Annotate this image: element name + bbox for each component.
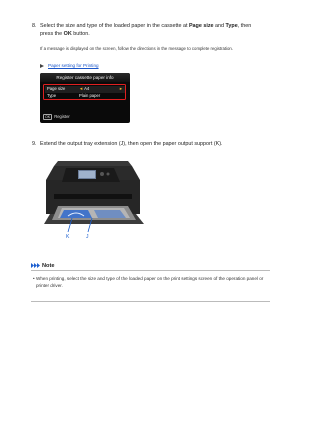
step-8-ok: OK — [63, 31, 72, 37]
callout-k: K — [66, 234, 70, 240]
printer-illustration — [40, 158, 145, 243]
note-heading — [31, 262, 54, 270]
lcd-page-size-value: A4 — [84, 86, 90, 91]
note-text: When printing, select the size and type of the loaded paper on the print settings screen of the operation panel or printer driver. — [36, 276, 264, 288]
step-8-text-e: , then — [237, 23, 252, 29]
note-divider-bottom — [31, 301, 270, 302]
step-9-text: Extend the output tray extension (J), then open the paper output support (K). — [40, 141, 223, 147]
step-8-text-g: button. — [71, 31, 90, 37]
step-8-type: Type — [225, 23, 238, 29]
step-8-text-c: and — [213, 23, 226, 29]
lcd-type-value: Plain paper — [79, 92, 101, 98]
step-8-text — [40, 22, 285, 38]
lcd-row-label: Type — [47, 92, 57, 98]
left-arrow-icon: ◄ — [79, 86, 84, 91]
lcd-row-label: Page size — [47, 86, 66, 91]
step-8-text-a: Select the size and type of the loaded paper in the cassette at — [40, 23, 189, 29]
paper-setting-link-row — [40, 63, 99, 69]
note-body — [33, 275, 268, 289]
lcd-footer — [43, 113, 70, 120]
step-8-message-note: If a message is displayed on the screen, follow the directions in the message to complete registration. — [40, 46, 233, 51]
bullet-icon: • — [33, 276, 35, 281]
step-8-text-f: press the — [40, 31, 64, 37]
right-arrow-icon: ► — [119, 86, 123, 91]
ok-key-icon: OK — [45, 115, 51, 119]
note-divider-top — [31, 270, 270, 271]
note-icon — [31, 263, 40, 268]
note-title: Note — [42, 263, 55, 269]
step-8-number: 8. — [32, 23, 37, 29]
arrow-right-icon — [40, 64, 44, 68]
lcd-selection-panel — [43, 84, 126, 100]
paper-setting-link[interactable]: Paper setting for Printing — [48, 63, 99, 68]
lcd-register-label: Register — [54, 114, 70, 119]
lcd-header: Register cassette paper info — [40, 73, 130, 82]
callout-j: J — [86, 234, 89, 240]
lcd-screen — [40, 73, 130, 123]
step-8-page-size: Page size — [188, 23, 214, 29]
lcd-row-type — [45, 93, 125, 100]
step-9-number: 9. — [32, 141, 37, 147]
